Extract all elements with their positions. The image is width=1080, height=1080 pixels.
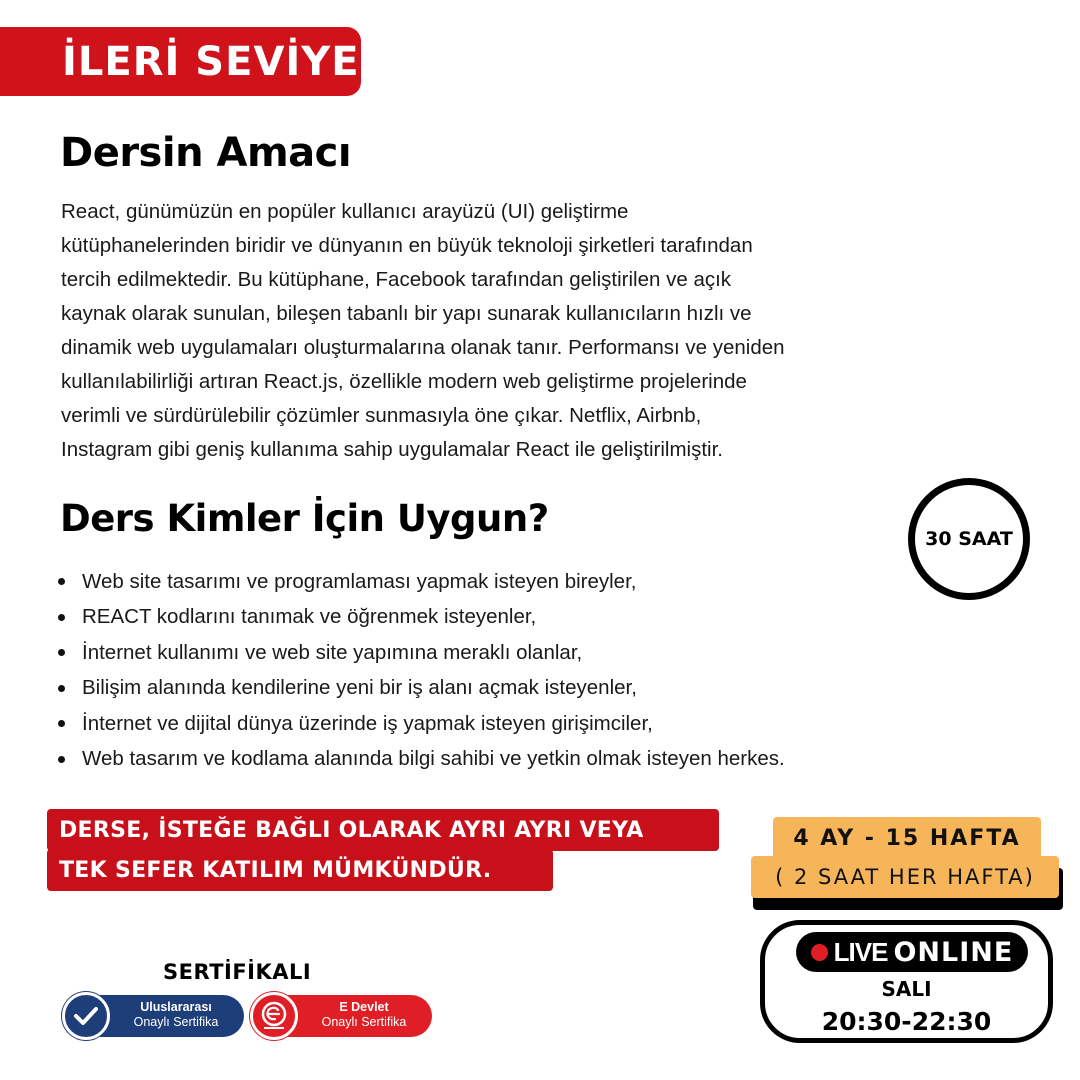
duration-main: 4 AY - 15 HAFTA	[773, 817, 1041, 859]
purpose-heading: Dersin Amacı	[60, 130, 352, 176]
level-badge: İLERİ SEVİYE	[0, 27, 361, 96]
list-item	[56, 671, 785, 707]
checkmark-icon	[62, 992, 110, 1040]
purpose-line: tercih edilmektedir. Bu kütüphane, Facebook tarafından geliştirilen ve açık	[61, 268, 732, 291]
list-item-text: Web tasarım ve kodlama alanında bilgi sahibi ve yetkin olmak isteyen herkes.	[82, 747, 785, 771]
bullet-icon	[58, 720, 65, 727]
bullet-icon	[58, 685, 65, 692]
list-item	[56, 742, 785, 778]
purpose-line: dinamik web uygulamaları oluşturmalarına olanak tanır. Performansı ve yeniden	[61, 336, 785, 359]
attendance-line-1: DERSE, İSTEĞE BAĞLI OLARAK AYRI AYRI VEYA	[47, 809, 719, 851]
list-item	[56, 564, 785, 600]
bullet-icon	[58, 756, 65, 763]
duration-sub: ( 2 SAAT HER HAFTA)	[751, 856, 1059, 898]
bullet-icon	[58, 578, 65, 585]
certificate-label: SERTİFİKALI	[163, 960, 312, 984]
online-label: ONLINE	[893, 936, 1014, 968]
purpose-line: kullanılabilirliği artıran React.js, özellikle modern web geliştirme projelerinde	[61, 370, 747, 393]
list-item-text: İnternet kullanımı ve web site yapımına meraklı olanlar,	[82, 640, 583, 664]
purpose-line: Instagram gibi geniş kullanıma sahip uygulamalar React ile geliştirilmiştir.	[61, 438, 723, 461]
purpose-paragraph	[61, 195, 941, 467]
list-item	[56, 635, 785, 671]
audience-heading: Ders Kimler İçin Uygun?	[60, 497, 549, 540]
certificate-title: E Devlet	[339, 1000, 389, 1014]
e-devlet-certificate-badge	[250, 995, 432, 1037]
international-certificate-badge	[62, 995, 244, 1037]
list-item-text: İnternet ve dijital dünya üzerinde iş yapmak isteyen girişimciler,	[82, 711, 653, 735]
schedule-time: 20:30-22:30	[821, 1007, 992, 1036]
hours-badge: 30 SAAT	[908, 478, 1030, 600]
certificate-subtitle: Onaylı Sertifika	[133, 1015, 219, 1029]
schedule-day: SALI	[881, 977, 932, 1001]
list-item	[56, 600, 785, 636]
purpose-line: kaynak olarak sunulan, bileşen tabanlı bir yapı sunarak kullanıcıların hızlı ve	[61, 302, 752, 325]
live-schedule-box	[760, 920, 1053, 1043]
list-item-text: Web site tasarımı ve programlaması yapmak isteyen bireyler,	[82, 569, 637, 593]
list-item-text: Bilişim alanında kendilerine yeni bir iş alanı açmak isteyenler,	[82, 676, 637, 700]
certificate-subtitle: Onaylı Sertifika	[321, 1015, 407, 1029]
purpose-line: React, günümüzün en popüler kullanıcı arayüzü (UI) geliştirme	[61, 200, 629, 223]
live-label: LIVE	[833, 936, 888, 967]
bullet-icon	[58, 649, 65, 656]
certificate-title: Uluslararası	[140, 1000, 212, 1014]
record-dot-icon	[811, 944, 828, 961]
attendance-line-2: TEK SEFER KATILIM MÜMKÜNDÜR.	[47, 849, 553, 891]
purpose-line: verimli ve sürdürülebilir çözümler sunmasıyla öne çıkar. Netflix, Airbnb,	[61, 404, 702, 427]
e-devlet-logo-icon	[250, 992, 298, 1040]
list-item-text: REACT kodlarını tanımak ve öğrenmek isteyenler,	[82, 605, 537, 629]
list-item	[56, 706, 785, 742]
bullet-icon	[58, 614, 65, 621]
live-online-pill	[796, 932, 1028, 972]
audience-list	[56, 564, 785, 777]
purpose-line: kütüphanelerinden biridir ve dünyanın en büyük teknoloji şirketleri tarafından	[61, 234, 753, 257]
